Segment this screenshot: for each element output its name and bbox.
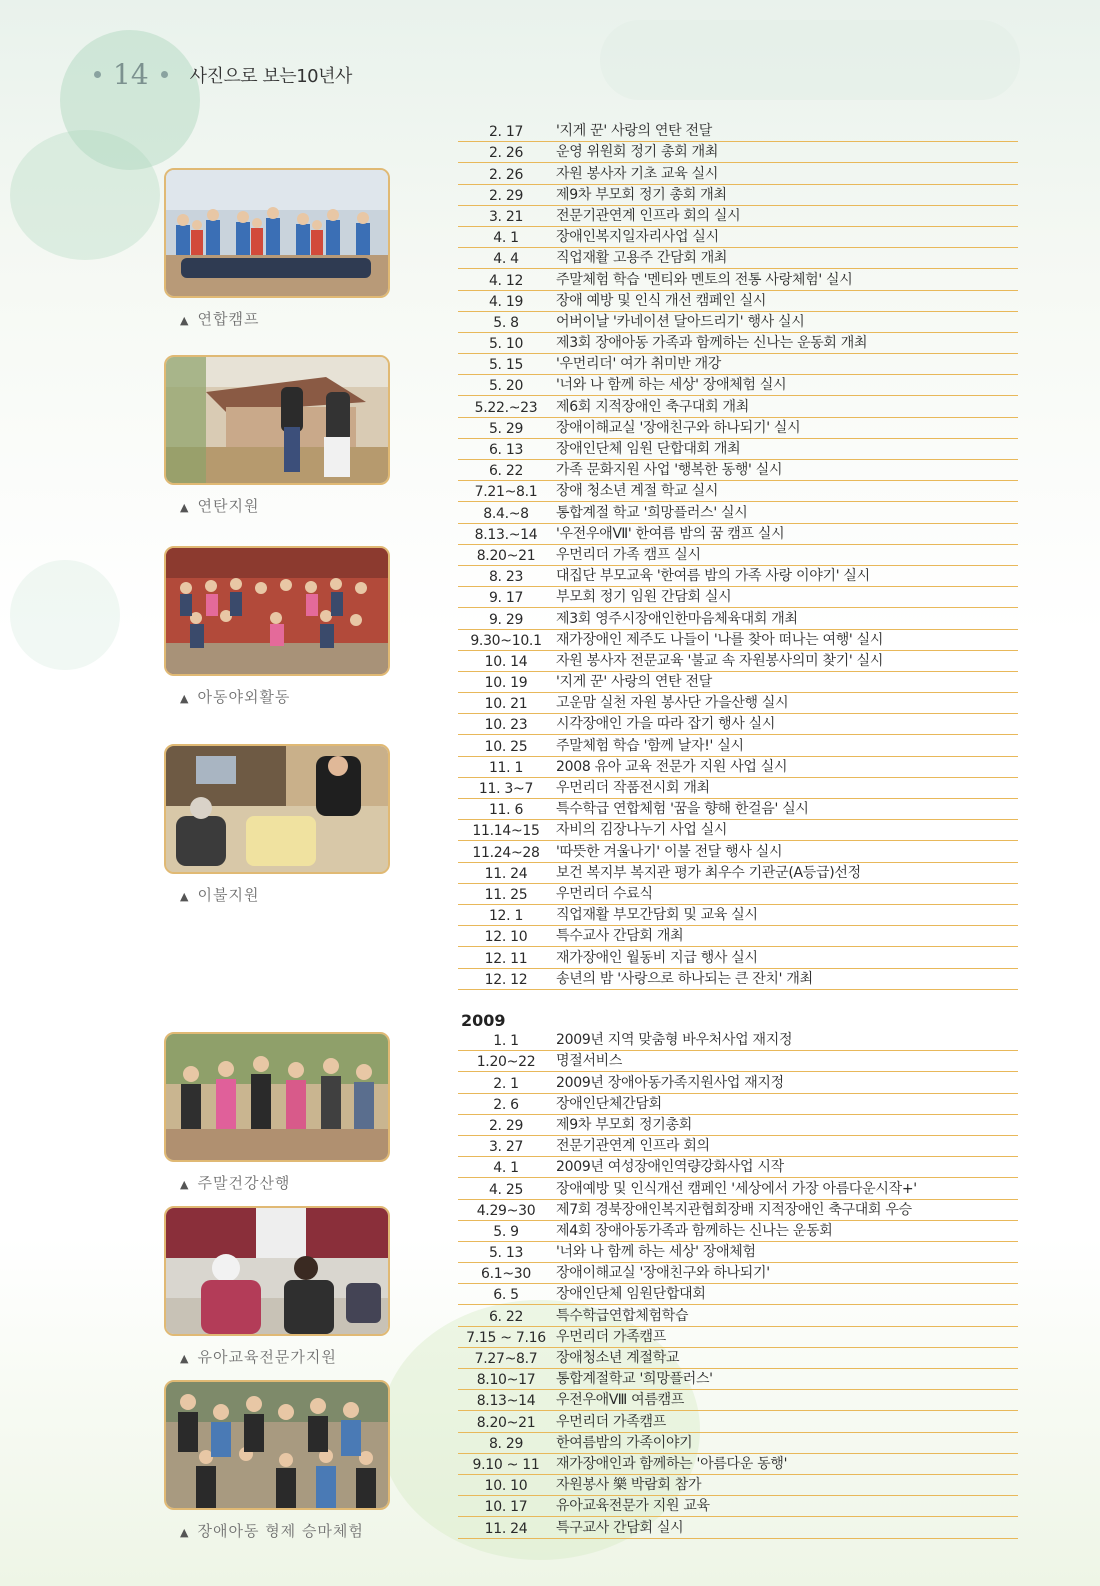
event-text: '따뜻한 겨울나기' 이불 전달 행사 실시 bbox=[556, 843, 783, 860]
timeline-2009 bbox=[458, 1030, 1018, 1539]
event-text: 장애 예방 및 인식 개선 캠페인 실시 bbox=[556, 292, 767, 309]
timeline-row bbox=[458, 418, 1018, 439]
background-clover-shape bbox=[10, 130, 160, 260]
event-text: 시각장애인 가을 따라 잡기 행사 실시 bbox=[556, 716, 776, 733]
event-text: '너와 나 함께 하는 세상' 장애체험 bbox=[556, 1244, 756, 1261]
event-date: 6. 22 bbox=[488, 1308, 524, 1325]
event-text: '지게 꾼' 사랑의 연탄 전달 bbox=[556, 123, 712, 140]
event-date: 11.24~28 bbox=[472, 844, 540, 861]
event-text: 보건 복지부 복지관 평가 최우수 기관군(A등급)선정 bbox=[556, 864, 861, 881]
event-text: 전문기관연계 인프라 회의 실시 bbox=[556, 207, 741, 224]
event-date: 6. 5 bbox=[493, 1287, 519, 1304]
event-text: 재가장애인과 함께하는 '아름다운 동행' bbox=[556, 1455, 788, 1472]
event-text: 직업재활 부모간담회 및 교육 실시 bbox=[556, 907, 758, 924]
event-date: 6. 13 bbox=[488, 442, 524, 458]
event-date: 12. 11 bbox=[484, 950, 528, 967]
timeline-row bbox=[458, 1051, 1018, 1072]
event-text: 장애인복지일자리사업 실시 bbox=[556, 229, 719, 246]
event-text: 유아교육전문가 지원 교육 bbox=[556, 1498, 710, 1515]
photo-caption bbox=[164, 495, 392, 516]
event-date: 9.10 ~ 11 bbox=[472, 1456, 540, 1473]
event-text: 2009년 여성장애인역량강화사업 시작 bbox=[556, 1159, 784, 1176]
background-clover-shape bbox=[10, 560, 120, 670]
event-date: 9. 17 bbox=[488, 590, 524, 607]
timeline-row bbox=[458, 1030, 1018, 1051]
caption-text: 주말건강산행 bbox=[197, 1174, 291, 1192]
event-date: 1.20~22 bbox=[476, 1054, 536, 1071]
event-date: 5.22.~23 bbox=[474, 399, 538, 416]
timeline-row bbox=[458, 757, 1018, 778]
event-text: 우먼리더 가족캠프 bbox=[556, 1413, 666, 1430]
timeline-row bbox=[458, 1200, 1018, 1221]
event-date: 11. 3~7 bbox=[478, 781, 534, 797]
timeline-row bbox=[458, 524, 1018, 545]
event-text: 재가장애인 월동비 지급 행사 실시 bbox=[556, 949, 758, 966]
event-date: 5. 15 bbox=[488, 357, 524, 374]
event-text: 자원봉사 樂 박람회 참가 bbox=[556, 1477, 702, 1494]
event-date: 3. 27 bbox=[488, 1139, 524, 1156]
event-text: 전문기관연계 인프라 회의 bbox=[556, 1138, 710, 1155]
timeline-row bbox=[458, 1390, 1018, 1411]
event-text: 특구교사 간담회 실시 bbox=[556, 1519, 684, 1536]
event-date: 4. 4 bbox=[493, 251, 519, 268]
bullet-dot-icon bbox=[161, 71, 168, 78]
event-date: 2. 29 bbox=[488, 1117, 524, 1134]
triangle-icon: ▲ bbox=[180, 1526, 190, 1539]
timeline-row bbox=[458, 248, 1018, 269]
timeline-row bbox=[458, 672, 1018, 693]
event-date: 4. 12 bbox=[488, 272, 524, 289]
education-photo-icon bbox=[164, 1206, 390, 1336]
timeline-row bbox=[458, 545, 1018, 566]
children-outing-photo-icon bbox=[164, 546, 390, 676]
event-text: '우먼리더' 여가 취미반 개강 bbox=[556, 356, 722, 373]
timeline-row bbox=[458, 735, 1018, 756]
photo-caption bbox=[164, 1346, 392, 1367]
year-heading: 2009 bbox=[461, 1011, 506, 1030]
event-text: 장애이해교실 '장애친구와 하나되기' 실시 bbox=[556, 419, 801, 436]
photo-caption bbox=[164, 686, 392, 707]
photo-caption bbox=[164, 884, 392, 905]
event-date: 4. 1 bbox=[493, 230, 519, 247]
briquette-delivery-photo-icon bbox=[164, 355, 390, 485]
photo-card bbox=[164, 1206, 392, 1367]
event-date: 8. 23 bbox=[488, 569, 524, 586]
timeline-row bbox=[458, 841, 1018, 862]
event-date: 5. 20 bbox=[488, 378, 524, 395]
event-date: 11. 24 bbox=[484, 865, 528, 882]
triangle-icon: ▲ bbox=[180, 692, 190, 705]
event-date: 11. 25 bbox=[484, 886, 528, 903]
event-text: 고운맘 실천 자원 봉사단 가을산행 실시 bbox=[556, 695, 789, 712]
photo-card bbox=[164, 744, 392, 905]
horse-riding-photo-icon bbox=[164, 1380, 390, 1510]
timeline-row bbox=[458, 1327, 1018, 1348]
event-date: 6.1~30 bbox=[480, 1266, 531, 1283]
background-cloud-shape bbox=[600, 20, 1020, 100]
triangle-icon: ▲ bbox=[180, 890, 190, 903]
event-date: 8.13.~14 bbox=[474, 526, 538, 543]
event-date: 10. 19 bbox=[484, 675, 528, 692]
photo-card bbox=[164, 355, 392, 516]
photo-card bbox=[164, 1032, 392, 1193]
event-date: 9. 29 bbox=[488, 611, 524, 628]
event-date: 4. 25 bbox=[488, 1181, 524, 1198]
timeline-row bbox=[458, 1136, 1018, 1157]
photo-card bbox=[164, 168, 392, 329]
event-text: 제6회 지적장애인 축구대회 개최 bbox=[556, 398, 749, 415]
event-date: 2. 1 bbox=[493, 1075, 519, 1092]
timeline-row bbox=[458, 651, 1018, 672]
event-date: 12. 1 bbox=[488, 908, 524, 925]
timeline-row bbox=[458, 1411, 1018, 1432]
timeline-row bbox=[458, 121, 1018, 142]
event-text: 재가장애인 제주도 나들이 '나를 찾아 떠나는 여행' 실시 bbox=[556, 631, 884, 648]
timeline-row bbox=[458, 142, 1018, 163]
timeline-row bbox=[458, 1305, 1018, 1326]
timeline-row bbox=[458, 1263, 1018, 1284]
timeline-row bbox=[458, 1178, 1018, 1199]
timeline-row bbox=[458, 269, 1018, 290]
caption-text: 장애아동 형제 승마체험 bbox=[197, 1522, 364, 1540]
event-date: 10. 25 bbox=[484, 738, 528, 755]
event-text: 직업재활 고용주 간담회 개최 bbox=[556, 250, 728, 267]
event-date: 2. 26 bbox=[488, 166, 524, 183]
event-text: 제4회 장애아동가족과 함께하는 신나는 운동회 bbox=[556, 1222, 833, 1239]
timeline-row bbox=[458, 163, 1018, 184]
event-text: 우먼리더 가족 캠프 실시 bbox=[556, 546, 701, 563]
event-date: 11. 6 bbox=[488, 802, 524, 819]
timeline-row bbox=[458, 1433, 1018, 1454]
timeline-row bbox=[458, 206, 1018, 227]
event-text: 특수학급 연합체험 '꿈을 향해 한걸음' 실시 bbox=[556, 801, 809, 818]
timeline-row bbox=[458, 778, 1018, 799]
event-text: 장애청소년 계절학교 bbox=[556, 1350, 680, 1366]
event-text: 장애인단체 임원 단합대회 개최 bbox=[556, 441, 741, 457]
event-text: 제7회 경북장애인복지관협회장배 지적장애인 축구대회 우승 bbox=[556, 1201, 912, 1218]
event-text: 장애인단체 임원단합대회 bbox=[556, 1286, 706, 1303]
event-date: 5. 8 bbox=[493, 314, 519, 331]
event-text: '지게 꾼' 사랑의 연탄 전달 bbox=[556, 674, 712, 691]
event-date: 8. 29 bbox=[488, 1435, 524, 1452]
timeline-row bbox=[458, 969, 1018, 990]
blanket-support-photo-icon bbox=[164, 744, 390, 874]
timeline-row bbox=[458, 1115, 1018, 1136]
event-text: 가족 문화지원 사업 '행복한 동행' 실시 bbox=[556, 462, 783, 479]
event-date: 10. 21 bbox=[484, 696, 528, 713]
event-date: 9.30~10.1 bbox=[470, 632, 542, 649]
timeline-row bbox=[458, 608, 1018, 629]
photo-card bbox=[164, 1380, 392, 1541]
event-text: 부모회 정기 임원 간담회 실시 bbox=[556, 589, 732, 606]
timeline-row bbox=[458, 1475, 1018, 1496]
event-date: 10. 17 bbox=[484, 1499, 528, 1516]
event-date: 5. 9 bbox=[493, 1223, 519, 1240]
caption-text: 이불지원 bbox=[197, 886, 260, 904]
event-date: 8.20~21 bbox=[476, 1414, 536, 1431]
timeline-row bbox=[458, 1284, 1018, 1305]
photo-card bbox=[164, 546, 392, 707]
event-date: 5. 10 bbox=[488, 336, 524, 353]
timeline-row bbox=[458, 396, 1018, 417]
event-date: 2. 26 bbox=[488, 145, 524, 162]
triangle-icon: ▲ bbox=[180, 314, 190, 327]
event-text: 주말체험 학습 '멘티와 멘토의 전통 사랑체험' 실시 bbox=[556, 271, 853, 288]
event-date: 8.4.~8 bbox=[483, 505, 529, 522]
photo-caption bbox=[164, 308, 392, 329]
page-title: 사진으로 보는10년사 bbox=[189, 65, 352, 87]
event-text: 어버이날 '카네이션 달아드리기' 행사 실시 bbox=[556, 313, 805, 330]
event-text: 우먼리더 수료식 bbox=[556, 885, 653, 902]
event-date: 11. 1 bbox=[488, 759, 524, 776]
event-text: 제3회 장애아동 가족과 함께하는 신나는 운동회 개최 bbox=[556, 335, 868, 352]
event-text: 자원 봉사자 기초 교육 실시 bbox=[556, 165, 719, 182]
timeline-row bbox=[458, 630, 1018, 651]
timeline-row bbox=[458, 1157, 1018, 1178]
timeline-row bbox=[458, 502, 1018, 523]
event-date: 8.10~17 bbox=[476, 1372, 536, 1389]
event-date: 7.27~8.7 bbox=[474, 1351, 538, 1367]
timeline-row bbox=[458, 1454, 1018, 1475]
timeline-row bbox=[458, 1369, 1018, 1390]
timeline-row bbox=[458, 1242, 1018, 1263]
event-text: 통합계절 학교 '희망플러스' 실시 bbox=[556, 504, 748, 521]
event-date: 7.15 ~ 7.16 bbox=[466, 1329, 546, 1346]
event-date: 6. 22 bbox=[488, 463, 524, 480]
timeline-row bbox=[458, 693, 1018, 714]
event-date: 4. 19 bbox=[488, 293, 524, 310]
event-date: 10. 14 bbox=[484, 653, 528, 670]
event-date: 3. 21 bbox=[488, 208, 524, 225]
timeline-2008 bbox=[458, 121, 1018, 990]
timeline-row bbox=[458, 227, 1018, 248]
event-date: 12. 10 bbox=[484, 929, 528, 946]
event-text: 제9차 부모회 정기총회 bbox=[556, 1116, 692, 1133]
event-date: 7.21~8.1 bbox=[474, 484, 538, 501]
event-text: 장애예방 및 인식개선 캠페인 '세상에서 가장 아름다운시작+' bbox=[556, 1180, 917, 1197]
event-date: 8.20~21 bbox=[476, 547, 536, 564]
timeline-row bbox=[458, 799, 1018, 820]
timeline-row bbox=[458, 926, 1018, 947]
timeline-row bbox=[458, 1072, 1018, 1093]
event-text: 우전우애Ⅷ 여름캠프 bbox=[556, 1392, 685, 1409]
event-text: 2009년 지역 맞춤형 바우처사업 재지정 bbox=[556, 1032, 793, 1049]
timeline-row bbox=[458, 1348, 1018, 1369]
event-text: '너와 나 함께 하는 세상' 장애체험 실시 bbox=[556, 377, 787, 394]
event-text: 장애 청소년 계절 학교 실시 bbox=[556, 483, 719, 500]
timeline-row bbox=[458, 820, 1018, 841]
timeline-row bbox=[458, 481, 1018, 502]
event-text: 우먼리더 가족캠프 bbox=[556, 1328, 666, 1345]
caption-text: 연합캠프 bbox=[197, 310, 260, 328]
caption-text: 유아교육전문가지원 bbox=[197, 1348, 337, 1366]
event-text: 2008 유아 교육 전문가 지원 사업 실시 bbox=[556, 758, 788, 775]
timeline-row bbox=[458, 439, 1018, 460]
event-date: 10. 10 bbox=[484, 1478, 528, 1495]
timeline-row bbox=[458, 947, 1018, 968]
timeline-row bbox=[458, 1496, 1018, 1517]
event-date: 11.14~15 bbox=[472, 823, 540, 840]
timeline-row bbox=[458, 1094, 1018, 1115]
group-photo-icon bbox=[164, 168, 390, 298]
event-text: 운영 위원회 정기 총회 개최 bbox=[556, 144, 719, 161]
event-text: 명절서비스 bbox=[556, 1053, 623, 1070]
event-text: 대집단 부모교육 '한여름 밤의 가족 사랑 이야기' 실시 bbox=[556, 568, 870, 585]
timeline-row bbox=[458, 312, 1018, 333]
event-date: 1. 1 bbox=[493, 1033, 519, 1050]
event-text: 자원 봉사자 전문교육 '불교 속 자원봉사의미 찾기' 실시 bbox=[556, 652, 884, 669]
timeline-row bbox=[458, 905, 1018, 926]
caption-text: 연탄지원 bbox=[197, 497, 260, 515]
page-header bbox=[94, 58, 352, 91]
event-text: 한여름밤의 가족이야기 bbox=[556, 1434, 693, 1451]
event-text: 장애인단체간담회 bbox=[556, 1095, 662, 1112]
event-date: 4.29~30 bbox=[476, 1202, 536, 1219]
triangle-icon: ▲ bbox=[180, 1178, 190, 1191]
event-text: 송년의 밤 '사랑으로 하나되는 큰 잔치' 개최 bbox=[556, 970, 813, 987]
timeline-row bbox=[458, 291, 1018, 312]
hiking-photo-icon bbox=[164, 1032, 390, 1162]
event-date: 5. 29 bbox=[488, 420, 524, 437]
event-text: 제3회 영주시장애인한마음체육대회 개최 bbox=[556, 610, 798, 627]
timeline-row bbox=[458, 1221, 1018, 1242]
timeline-row bbox=[458, 460, 1018, 481]
timeline-row bbox=[458, 185, 1018, 206]
event-text: 장애이해교실 '장애친구와 하나되기' bbox=[556, 1265, 770, 1282]
event-text: 2009년 장애아동가족지원사업 재지정 bbox=[556, 1074, 784, 1091]
triangle-icon: ▲ bbox=[180, 501, 190, 514]
event-text: 자비의 김장나누기 사업 실시 bbox=[556, 822, 728, 839]
timeline-row bbox=[458, 884, 1018, 905]
event-text: 제9차 부모회 정기 총회 개최 bbox=[556, 186, 727, 203]
event-date: 5. 13 bbox=[488, 1245, 524, 1262]
caption-text: 아동야외활동 bbox=[197, 688, 291, 706]
event-text: 주말체험 학습 '함께 날자!' 실시 bbox=[556, 737, 744, 754]
timeline-row bbox=[458, 587, 1018, 608]
event-date: 12. 12 bbox=[484, 971, 528, 988]
bullet-dot-icon bbox=[94, 71, 101, 78]
event-text: 통합계절학교 '희망플러스' bbox=[556, 1371, 713, 1388]
background-clover-shape bbox=[60, 30, 200, 170]
photo-caption bbox=[164, 1520, 392, 1541]
timeline-row bbox=[458, 1517, 1018, 1538]
event-text: 우먼리더 작품전시회 개최 bbox=[556, 780, 710, 796]
event-date: 4. 1 bbox=[493, 1160, 519, 1177]
page-number: 14 bbox=[113, 58, 149, 91]
timeline-row bbox=[458, 566, 1018, 587]
event-date: 2. 17 bbox=[488, 124, 524, 141]
event-date: 11. 24 bbox=[484, 1520, 528, 1537]
timeline-row bbox=[458, 375, 1018, 396]
triangle-icon: ▲ bbox=[180, 1352, 190, 1365]
event-date: 10. 23 bbox=[484, 717, 528, 734]
timeline-row bbox=[458, 354, 1018, 375]
timeline-row bbox=[458, 863, 1018, 884]
timeline-row bbox=[458, 714, 1018, 735]
timeline-row bbox=[458, 333, 1018, 354]
photo-caption bbox=[164, 1172, 392, 1193]
event-date: 8.13~14 bbox=[476, 1393, 536, 1410]
event-text: '우전우애Ⅶ' 한여름 밤의 꿈 캠프 실시 bbox=[556, 525, 785, 542]
event-date: 2. 6 bbox=[493, 1096, 519, 1113]
event-date: 2. 29 bbox=[488, 187, 524, 204]
event-text: 특수학급연합체험학습 bbox=[556, 1307, 689, 1324]
event-text: 특수교사 간담회 개최 bbox=[556, 928, 684, 945]
